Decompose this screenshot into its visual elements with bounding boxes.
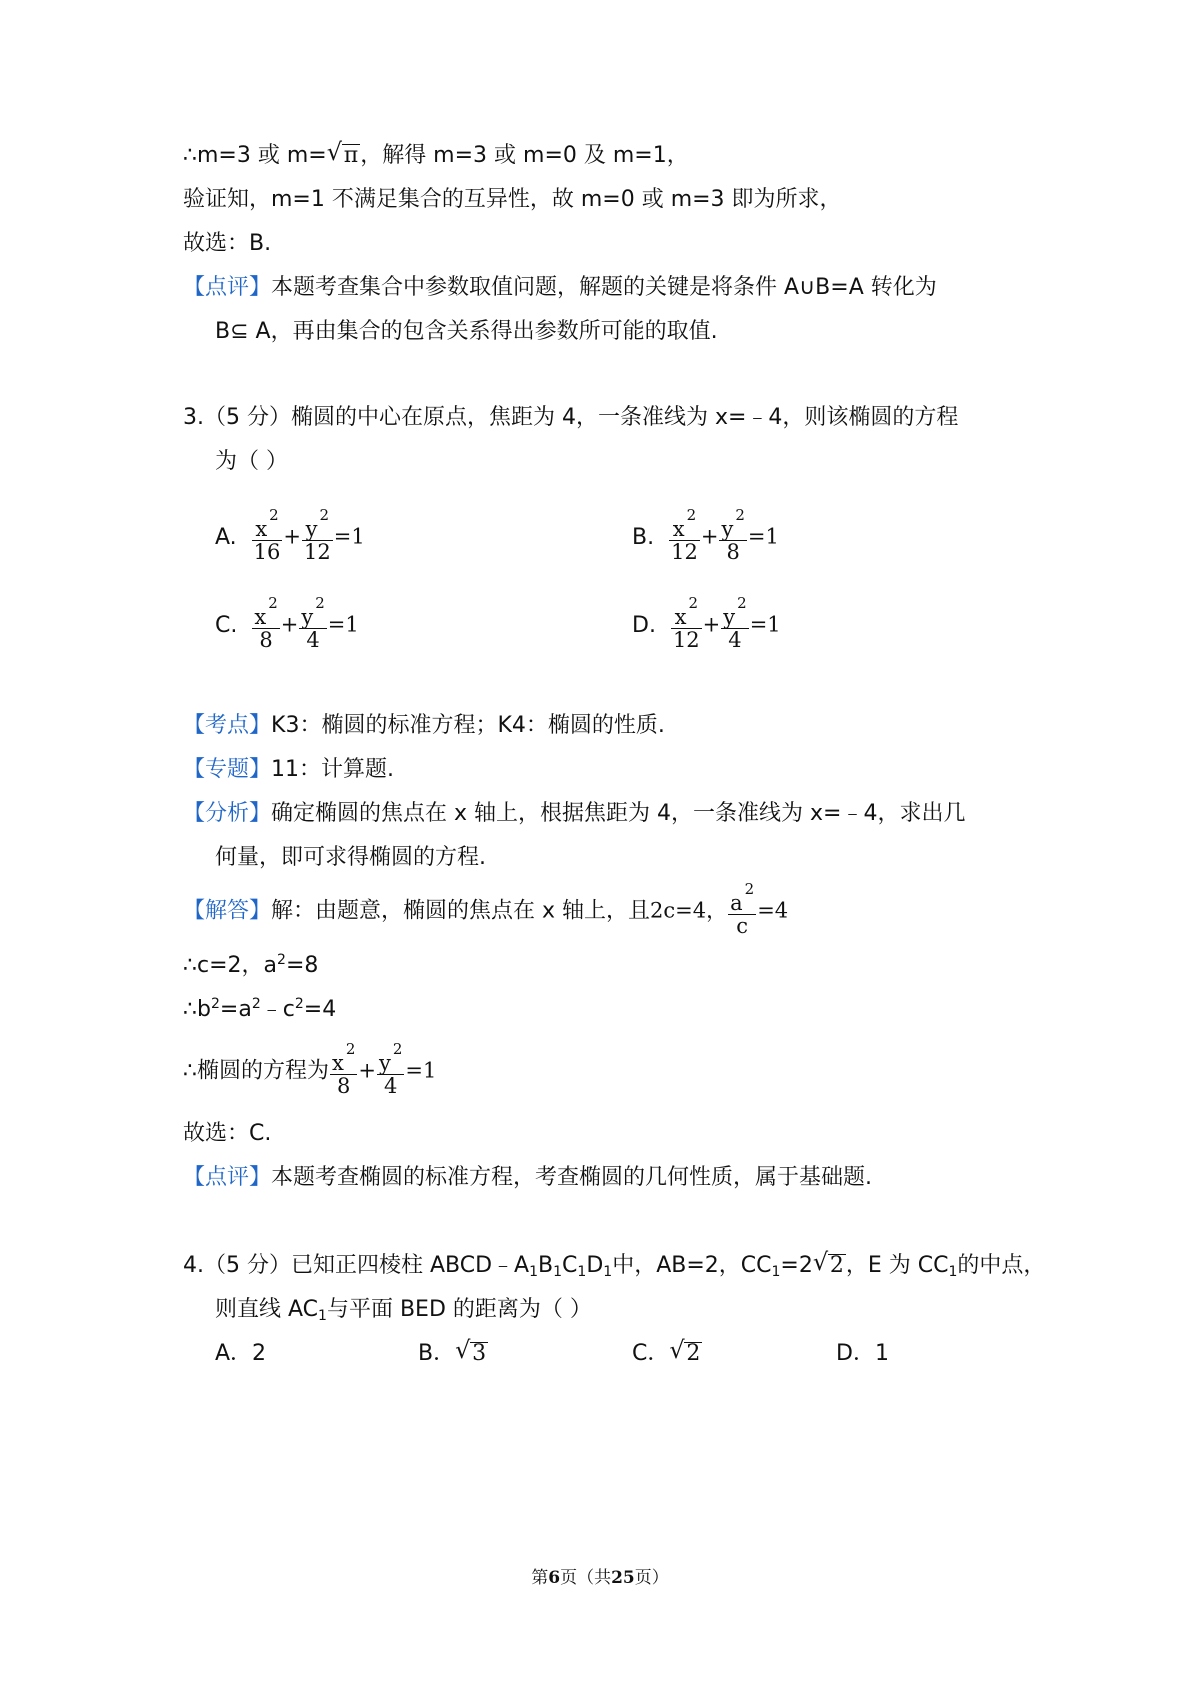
text: 11：计算题. xyxy=(271,757,395,782)
sqrt-2: √ 2 xyxy=(669,1336,701,1366)
text: 本题考查椭圆的标准方程，考查椭圆的几何性质，属于基础题. xyxy=(271,1165,873,1190)
page-footer: 第6页（共25页） xyxy=(531,1568,669,1588)
prev-line-1 xyxy=(183,140,689,172)
fraction: $\frac{x^2}{16}$ xyxy=(253,506,281,564)
q3-review xyxy=(183,1162,872,1194)
q3-choose: 故选：C. xyxy=(183,1121,272,1146)
q3-option-b: B. $\frac{x^2}{12}$ + $\frac{y^2}{8}$ =1 xyxy=(632,506,779,564)
q3-option-d: D. $\frac{x^2}{12}$ + $\frac{y^2}{4}$ =1 xyxy=(632,594,781,652)
text: 解：由题意，椭圆的焦点在 x 轴上，且 xyxy=(271,898,651,924)
q3-point xyxy=(183,710,665,742)
review-tag: 【点评】 xyxy=(183,275,272,300)
analysis-tag: 【分析】 xyxy=(183,801,272,826)
q3-step-2: $\therefore b^2=a^2﹣c^2=4$ xyxy=(183,996,337,1022)
review-tag: 【点评】 xyxy=(183,1165,272,1190)
fraction: $\frac{x^2}{8}$ xyxy=(254,594,278,652)
q3-stem-line-1: 3.（5 分）椭圆的中心在原点，焦距为 4，一条准线为 x=﹣4，则该椭圆的方程 xyxy=(183,405,959,430)
math-expr: 2c=4， xyxy=(650,898,728,923)
q4-option-b: B． √ 3 xyxy=(418,1338,488,1370)
q4-option-c: C． √ 2 xyxy=(632,1338,702,1370)
q3-topic xyxy=(183,754,394,786)
topic-tag: 【专题】 xyxy=(183,757,272,782)
prev-line-3: 故选：B. xyxy=(183,231,272,256)
point-tag: 【考点】 xyxy=(183,713,272,738)
sqrt-2: √ 2 xyxy=(812,1248,844,1278)
sqrt-3: √ 3 xyxy=(455,1336,487,1366)
fraction: $\frac{y^2}{8}$ xyxy=(721,506,745,564)
answer-tag: 【解答】 xyxy=(183,898,272,924)
q4-option-a: A．2 xyxy=(215,1341,267,1366)
sqrt-pi: √ π xyxy=(326,138,359,168)
prev-review-line-1 xyxy=(183,272,937,304)
q3-step-3: ∴椭圆的方程为 $\frac{x^2}{8}$ + $\frac{y^2}{4}$ =1 xyxy=(183,1040,437,1098)
q3-option-a: A. $\frac{x^2}{16}$ + $\frac{y^2}{12}$ =1 xyxy=(215,506,365,564)
text: 本题考查集合中参数取值问题，解题的关键是将条件 A∪B=A 转化为 xyxy=(271,275,937,300)
q3-stem-line-2: 为（ ） xyxy=(215,449,288,474)
fraction: $\frac{y^2}{4}$ xyxy=(301,594,325,652)
math-expr: =4 xyxy=(757,898,789,923)
text: ∴m=3 或 m= xyxy=(183,143,327,168)
fraction: $\frac{y^2}{4}$ xyxy=(723,594,747,652)
q4-stem-line-1: 4.（5 分）已知正四棱柱 $ABCD﹣A_1B_1C_1D_1$中，AB=2，$CC_1=2$ √ 2，E 为 $CC_1$的中点， xyxy=(183,1248,1046,1280)
text: ，解得 m=3 或 m=0 及 m=1， xyxy=(360,143,689,168)
q4-stem-line-2: 则直线 $AC_1$与平面 BED 的距离为（ ） xyxy=(215,1297,592,1324)
q4-option-d: D．1 xyxy=(836,1341,889,1366)
fraction: $\frac{y^2}{4}$ xyxy=(379,1040,403,1098)
fraction: $\frac{y^2}{12}$ xyxy=(304,506,331,564)
fraction: $\frac{x^2}{12}$ xyxy=(672,594,700,652)
page-number: 6 xyxy=(548,1568,561,1588)
fraction: $\frac{x^2}{12}$ xyxy=(671,506,698,564)
prev-review-line-2: B⊆ A，再由集合的包含关系得出参数所可能的取值. xyxy=(215,319,718,344)
text: K3：椭圆的标准方程；K4：椭圆的性质. xyxy=(271,713,665,738)
fraction-a2-over-c: $\frac{a^2}{c}$ xyxy=(730,880,755,938)
q3-step-1: ∴c=2，$a^2=8$ xyxy=(183,952,319,978)
q3-analysis-1 xyxy=(183,798,965,830)
q3-analysis-2: 何量，即可求得椭圆的方程. xyxy=(215,845,486,870)
fraction: $\frac{x^2}{8}$ xyxy=(332,1040,356,1098)
text: 确定椭圆的焦点在 x 轴上，根据焦距为 4，一条准线为 x=﹣4，求出几 xyxy=(271,801,966,826)
page-total: 25 xyxy=(611,1568,635,1588)
prev-line-2: 验证知，m=1 不满足集合的互异性，故 m=0 或 m=3 即为所求， xyxy=(183,187,842,212)
q3-option-c: C. $\frac{x^2}{8}$ + $\frac{y^2}{4}$ =1 xyxy=(215,594,359,652)
q3-answer-1 xyxy=(183,880,789,938)
